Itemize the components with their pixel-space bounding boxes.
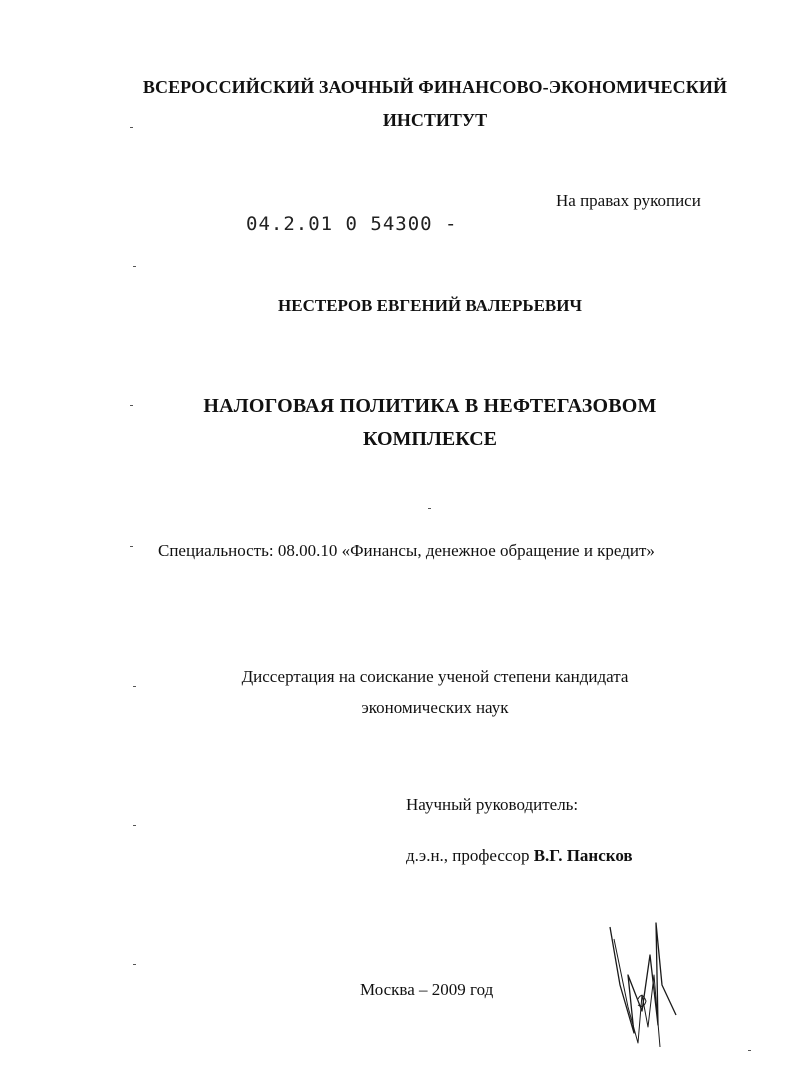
author-name: НЕСТЕРОВ ЕВГЕНИЙ ВАЛЕРЬЕВИЧ — [278, 296, 582, 315]
scan-speck — [133, 964, 136, 965]
registration-stamp-number: 04.2.01 0 54300 - — [246, 213, 458, 235]
manuscript-rights-note: На правах рукописи — [556, 191, 701, 210]
institute-name-line1: ВСЕРОССИЙСКИЙ ЗАОЧНЫЙ ФИНАНСОВО-ЭКОНОМИЧЕСКИЙ — [142, 77, 728, 97]
scan-speck — [130, 405, 133, 406]
specialty-line: Специальность: 08.00.10 «Финансы, денежное обращение и кредит» — [158, 541, 655, 560]
thesis-title-line1: НАЛОГОВАЯ ПОЛИТИКА В НЕФТЕГАЗОВОМ — [203, 395, 657, 417]
institute-name-line2: ИНСТИТУТ — [382, 110, 488, 130]
supervisor-name: В.Г. Пансков — [533, 846, 633, 865]
scan-speck — [428, 508, 431, 509]
thesis-title-line2: КОМПЛЕКСЕ — [362, 428, 498, 450]
supervisor-info — [406, 846, 633, 866]
scan-speck — [748, 1050, 751, 1051]
scan-speck — [133, 686, 136, 687]
scan-speck — [133, 266, 136, 267]
supervisor-label: Научный руководитель: — [406, 795, 579, 814]
scan-speck — [130, 546, 133, 547]
supervisor-degree: д.э.н., профессор — [406, 846, 534, 865]
dissertation-degree-line1: Диссертация на соискание ученой степени кандидата — [241, 667, 629, 686]
city-year: Москва – 2009 год — [360, 980, 494, 999]
scan-speck — [130, 127, 133, 128]
scan-speck — [133, 825, 136, 826]
dissertation-degree-line2: экономических наук — [361, 698, 509, 717]
handwritten-signature — [598, 915, 698, 1055]
